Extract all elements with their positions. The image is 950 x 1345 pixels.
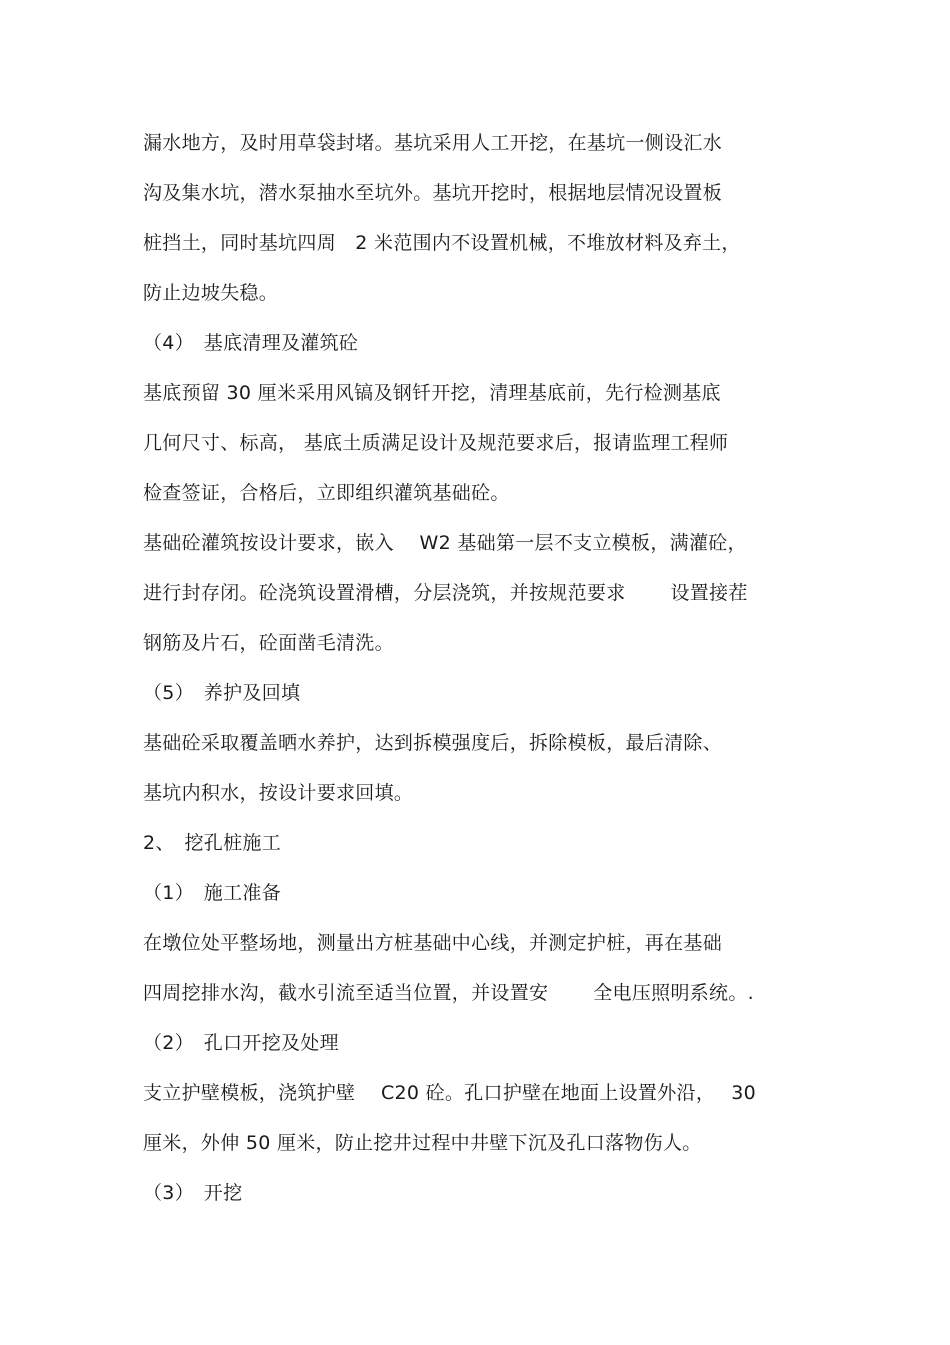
paragraph-line: 钢筋及片石，砼面凿毛清洗。 xyxy=(143,632,394,654)
paragraph-line: 进行封存闭。砼浇筑设置滑槽，分层浇筑，并按规范要求 设置接茬 xyxy=(143,582,748,604)
paragraph-line: 基础砼灌筑按设计要求，嵌入 W2 基础第一层不支立模板，满灌砼， xyxy=(143,532,747,554)
paragraph-line: 防止边坡失稳。 xyxy=(143,282,279,304)
paragraph-line: 漏水地方，及时用草袋封堵。基坑采用人工开挖，在基坑一侧设汇水 xyxy=(143,132,723,154)
paragraph-line: 检查签证，合格后，立即组织灌筑基础砼。 xyxy=(143,482,510,504)
paragraph-line: 在墩位处平整场地，测量出方桩基础中心线，并测定护桩，再在基础 xyxy=(143,932,723,954)
section-heading-2: 2、 挖孔桩施工 xyxy=(143,832,281,854)
paragraph-line: 几何尺寸、标高， 基底土质满足设计及规范要求后，报请监理工程师 xyxy=(143,432,729,454)
section-heading-5: （5） 养护及回填 xyxy=(143,682,301,704)
paragraph-line: 沟及集水坑，潜水泵抽水至坑外。基坑开挖时，根据地层情况设置板 xyxy=(143,182,723,204)
subsection-heading-2: （2） 孔口开挖及处理 xyxy=(143,1032,339,1054)
subsection-heading-1: （1） 施工准备 xyxy=(143,882,281,904)
section-heading-4: （4） 基底清理及灌筑砼 xyxy=(143,332,359,354)
paragraph-line: 基坑内积水，按设计要求回填。 xyxy=(143,782,414,804)
paragraph-line: 基底预留 30 厘米采用风镐及钢钎开挖，清理基底前，先行检测基底 xyxy=(143,382,721,404)
paragraph-line: 四周挖排水沟，截水引流至适当位置，并设置安 全电压照明系统。. xyxy=(143,982,754,1004)
paragraph-line: 桩挡土，同时基坑四周 2 米范围内不设置机械，不堆放材料及弃土， xyxy=(143,232,741,254)
subsection-heading-3: （3） 开挖 xyxy=(143,1182,243,1204)
paragraph-line: 支立护壁模板，浇筑护壁 C20 砼。孔口护壁在地面上设置外沿， 30 xyxy=(143,1082,757,1104)
paragraph-line: 基础砼采取覆盖晒水养护，达到拆模强度后，拆除模板，最后清除、 xyxy=(143,732,723,754)
paragraph-line: 厘米，外伸 50 厘米，防止挖井过程中井壁下沉及孔口落物伤人。 xyxy=(143,1132,702,1154)
